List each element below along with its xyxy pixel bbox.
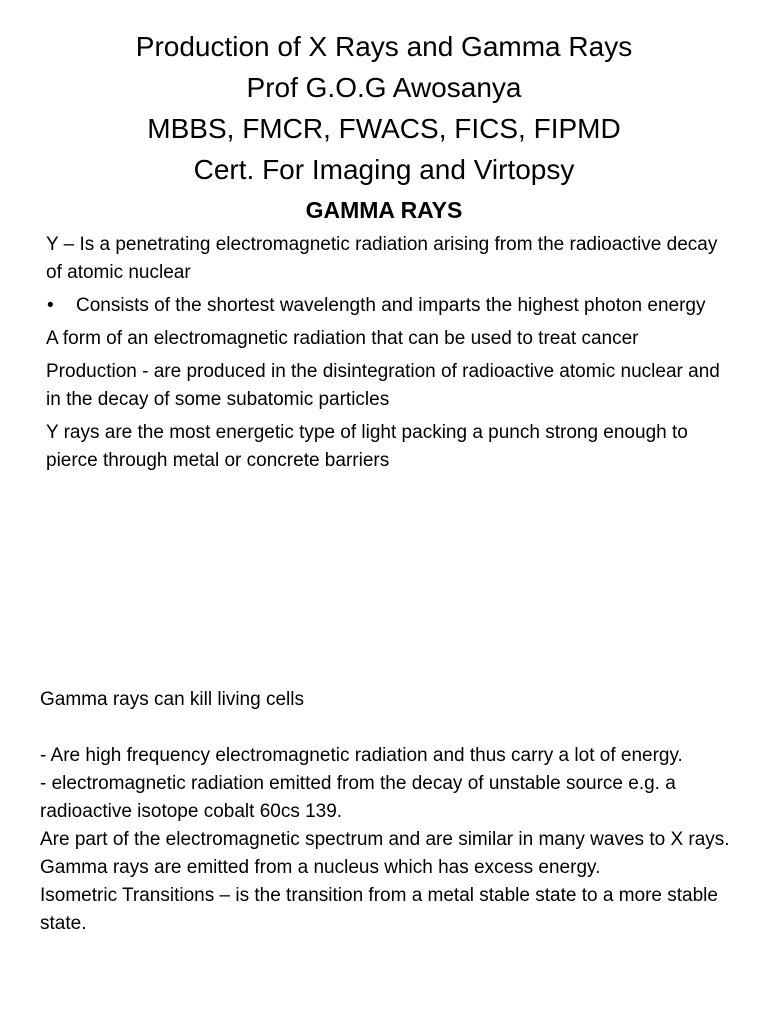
author-line: Prof G.O.G Awosanya [246,72,522,103]
bullet-icon: • [47,295,54,316]
bullet-item [46,292,736,320]
certification-line: Cert. For Imaging and Virtopsy [193,154,575,185]
credentials-line: MBBS, FMCR, FWACS, FICS, FIPMD [147,113,621,144]
slide-title [0,26,768,190]
bullet-text: Consists of the shortest wavelength and imparts the highest photon energy [76,295,706,316]
notes-line: Gamma rays are emitted from a nucleus which has excess energy. [40,857,601,878]
notes-line: Are part of the electromagnetic spectrum and are similar in many waves to X rays. [40,829,730,850]
title-line: Production of X Rays and Gamma Rays [135,31,633,62]
body-paragraph: Production - are produced in the disintegration of radioactive atomic nuclear and in the decay of some subatomic particles [46,361,720,410]
slide-body [46,231,736,480]
notes-section [40,686,740,938]
body-paragraph: Y rays are the most energetic type of light packing a punch strong enough to pierce through metal or concrete barriers [46,422,688,471]
notes-line: Isometric Transitions – is the transition from a metal stable state to a more stable state. [40,885,718,934]
body-paragraph: A form of an electromagnetic radiation that can be used to treat cancer [46,328,639,349]
notes-line: - Are high frequency electromagnetic radiation and thus carry a lot of energy. [40,745,683,766]
notes-intro: Gamma rays can kill living cells [40,689,304,710]
definition-paragraph: Y – Is a penetrating electromagnetic radiation arising from the radioactive decay of atomic nuclear [46,234,718,283]
section-heading: GAMMA RAYS [305,197,463,223]
notes-spacer [40,714,740,742]
notes-line: - electromagnetic radiation emitted from the decay of unstable source e.g. a radioactive isotope cobalt 60cs 139. [40,773,676,822]
